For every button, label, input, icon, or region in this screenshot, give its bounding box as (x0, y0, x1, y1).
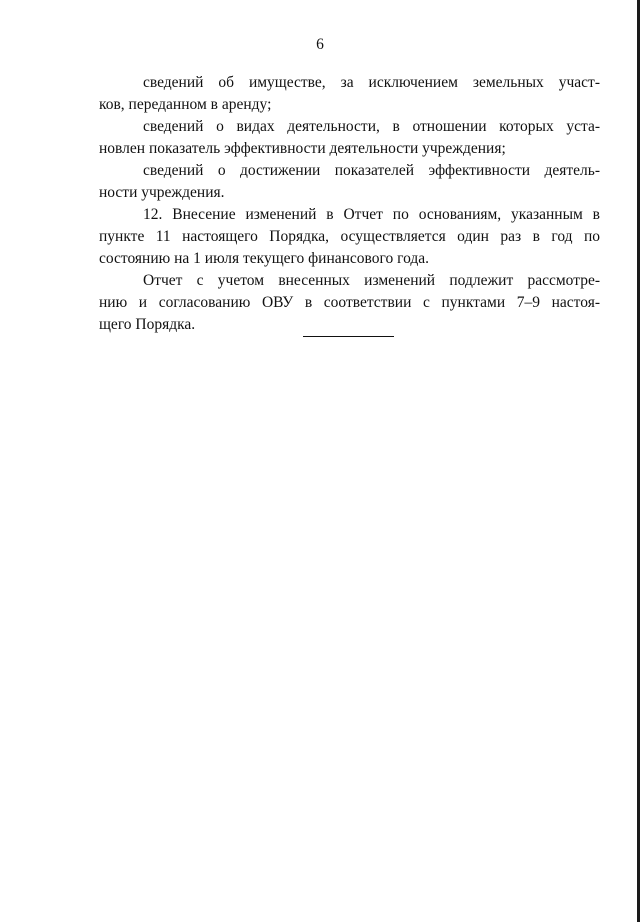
paragraph-line: щего Порядка. (99, 316, 196, 333)
paragraph-line: сведений об имуществе, за исключением земельных участ- (143, 74, 600, 91)
paragraph-line: 12. Внесение изменений в Отчет по основаниям, указанным в (143, 206, 600, 223)
paragraph-line: пункте 11 настоящего Порядка, осуществляется один раз в год по (99, 228, 600, 245)
paragraph-line: нию и согласованию ОВУ в соответствии с пунктами 7–9 настоя- (99, 294, 600, 311)
paragraph-line: новлен показатель эффективности деятельности учреждения; (99, 140, 506, 157)
paragraph-line: состоянию на 1 июля текущего финансового года. (99, 250, 430, 267)
paragraph-line: Отчет с учетом внесенных изменений подлежит рассмотре- (143, 272, 600, 289)
paragraph-line: ности учреждения. (99, 184, 225, 201)
page-number: 6 (316, 36, 324, 53)
paragraph-line: ков, переданном в аренду; (99, 96, 272, 113)
paragraph-line: сведений о достижении показателей эффективности деятель- (143, 162, 600, 179)
end-separator-rule (303, 336, 394, 337)
paragraph-line: сведений о видах деятельности, в отношении которых уста- (143, 118, 600, 135)
